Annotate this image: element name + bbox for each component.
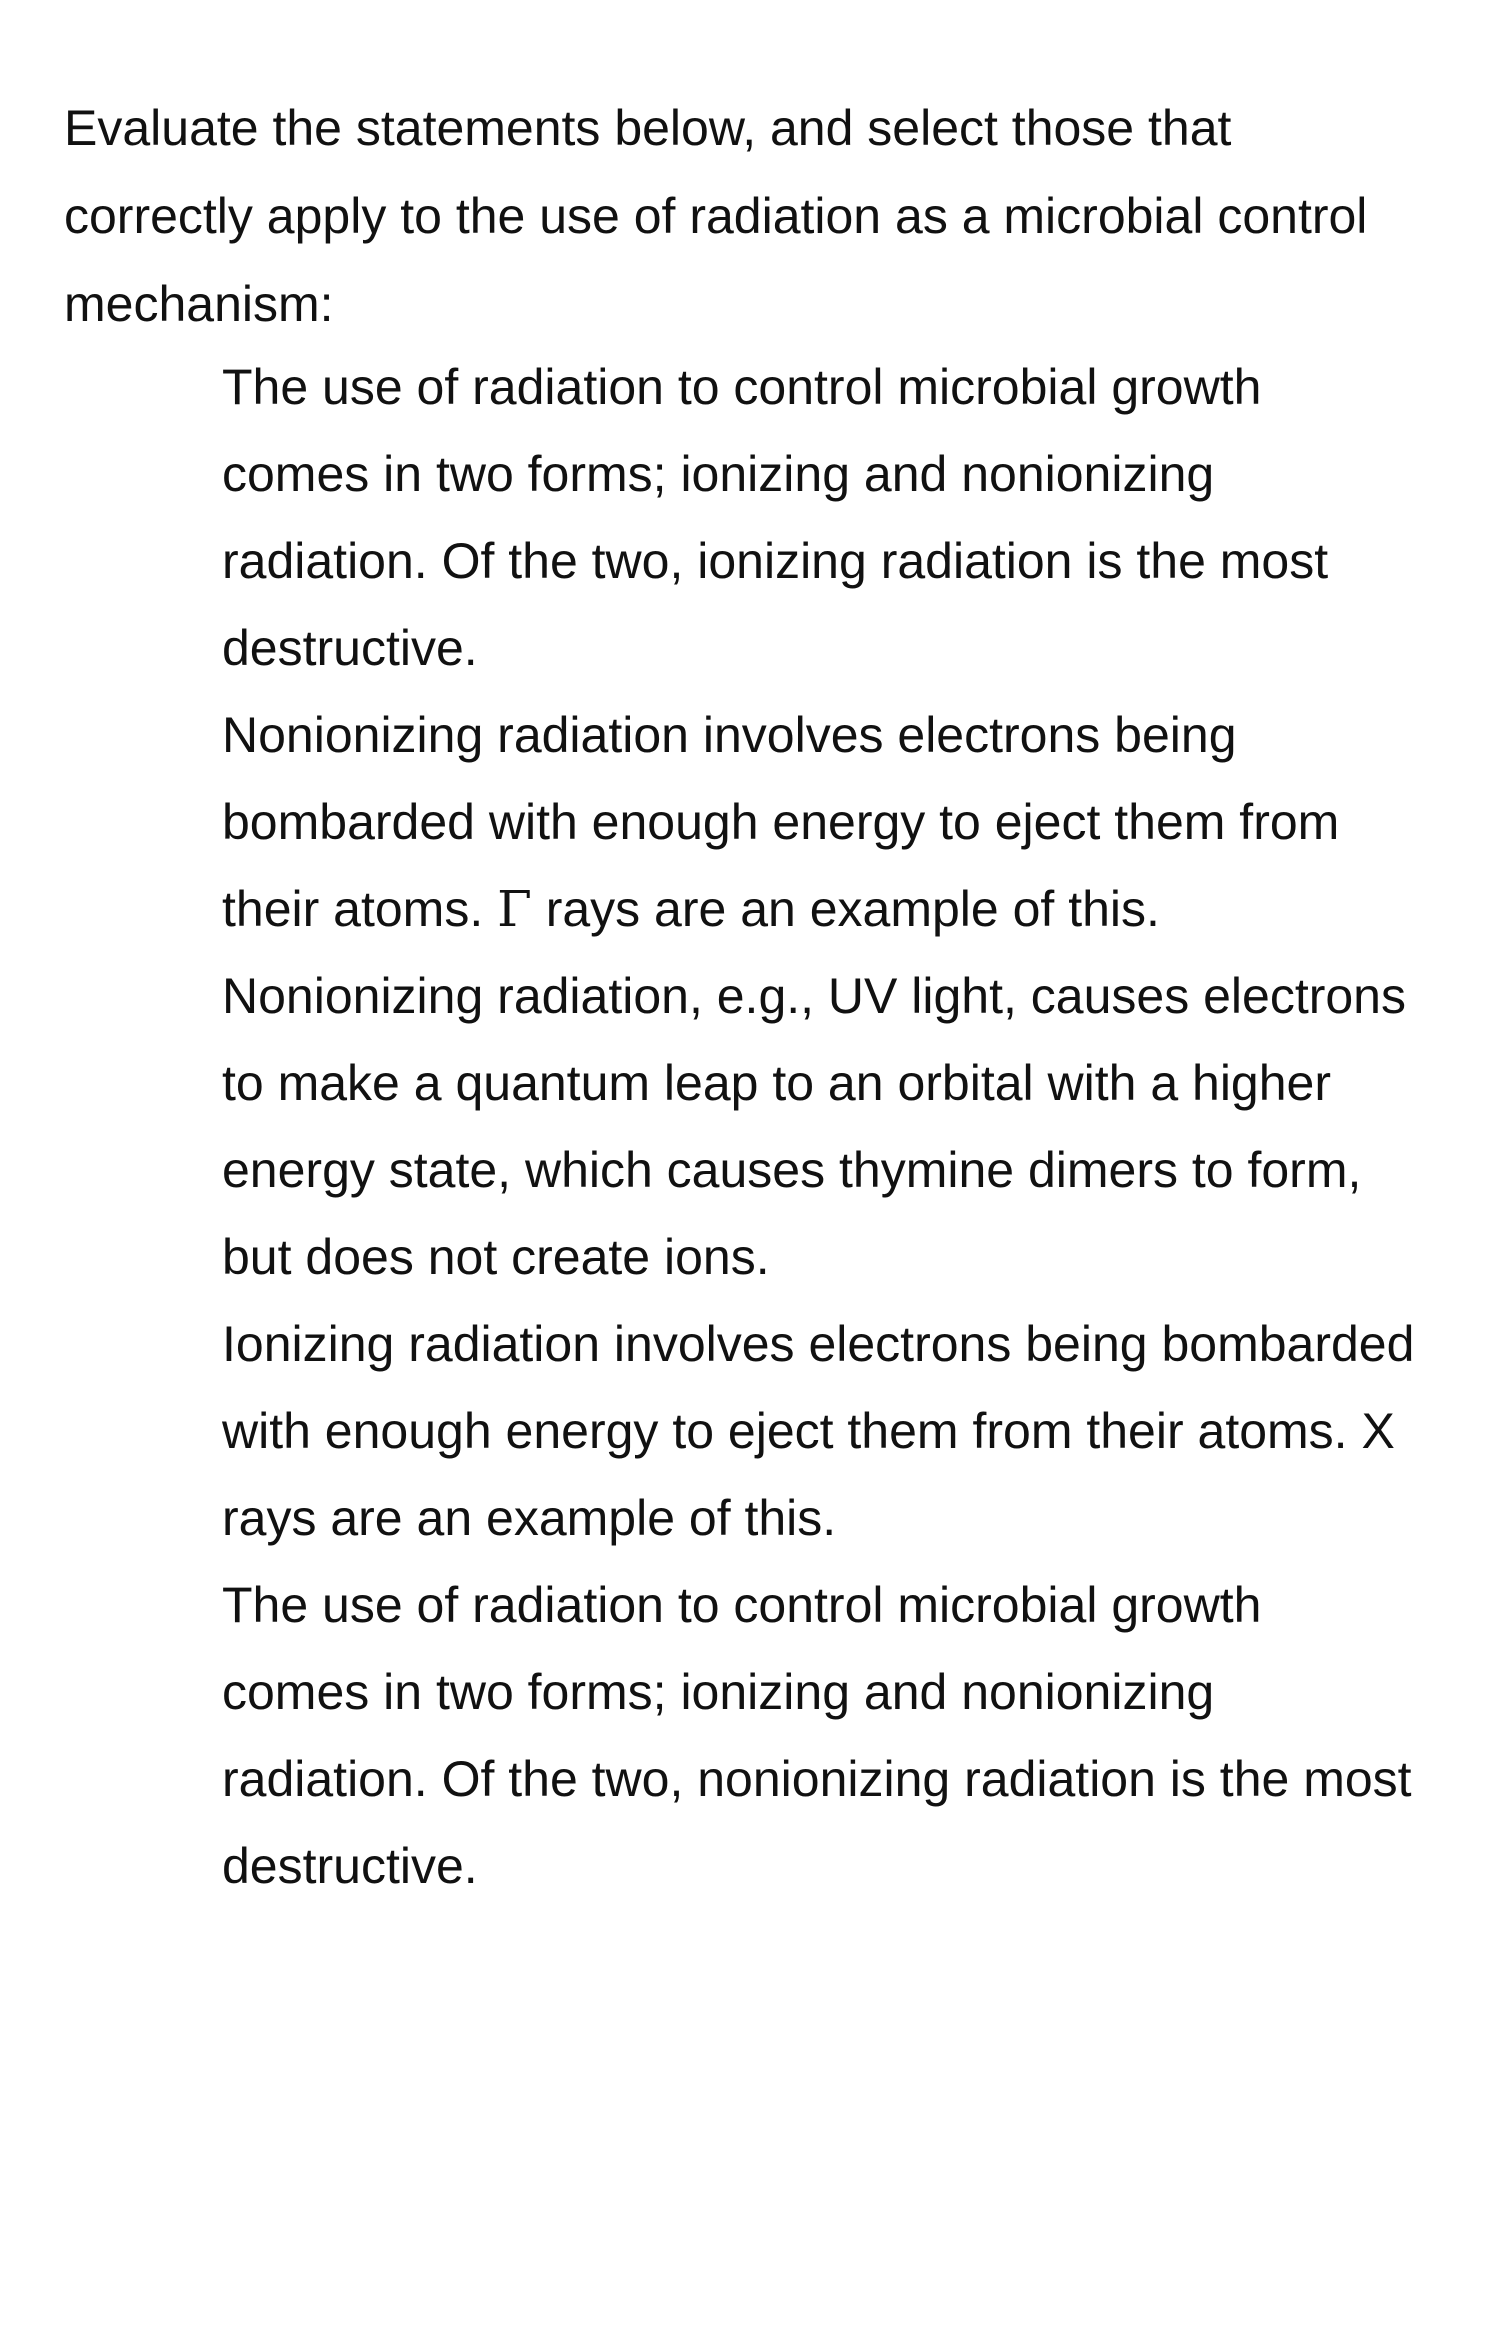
answer-option-4[interactable]: Ionizing radiation involves electrons being bombarded with enough energy to eject them from their atoms. X rays are an example of this. (222, 1316, 1415, 1546)
gamma-symbol: Γ (497, 880, 532, 938)
answer-option-2[interactable] (222, 692, 1422, 953)
answer-options-list (222, 344, 1422, 1910)
answer-option-5[interactable]: The use of radiation to control microbial growth comes in two forms; ionizing and nonionizing radiation. Of the two, nonionizing radiation is the most destructive. (222, 1577, 1412, 1894)
answer-option-1[interactable]: The use of radiation to control microbial growth comes in two forms; ionizing and nonionizing radiation. Of the two, ionizing radiation is the most destructive. (222, 359, 1329, 676)
answer-option-2-text-after: rays are an example of this. (531, 881, 1160, 937)
answer-option-3[interactable]: Nonionizing radiation, e.g., UV light, causes electrons to make a quantum leap to an orbital with a higher energy state, which causes thymine dimers to form, but does not create ions. (222, 968, 1406, 1285)
question-text: Evaluate the statements below, and select those that correctly apply to the use of radiation as a microbial control mechanism: (64, 100, 1368, 332)
answer-option-2-text-before: Nonionizing radiation involves electrons being bombarded with enough energy to eject them from their atoms. (222, 707, 1340, 937)
